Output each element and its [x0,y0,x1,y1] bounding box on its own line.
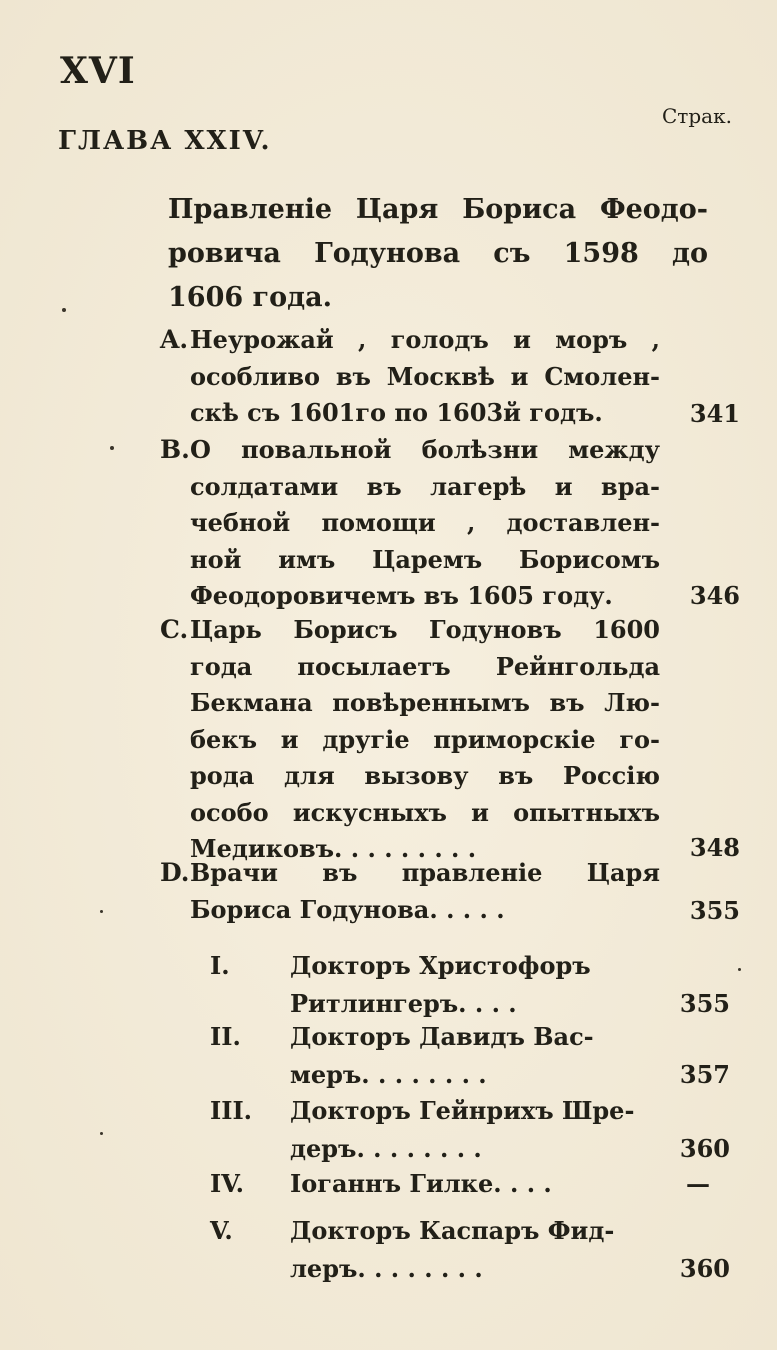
section-title-line: 1606 года. [168,282,332,313]
paper-speck [110,446,114,450]
section-title-line: Правленіе Царя Бориса Феодо- [168,194,708,225]
subentry-numeral: V. [210,1216,233,1245]
paper-speck [100,910,103,913]
entry-page-number: 348 [689,833,740,862]
entry-line: солдатами въ лагерѣ и вра- [190,471,660,501]
entry-line: ной имъ Царемъ Борисомъ [190,544,660,574]
toc-subentry-4 [210,1165,740,1203]
paper-speck [62,308,66,312]
toc-subentry-1 [210,947,740,1023]
entry-line: чебной помощи , доставлен- [190,508,660,537]
toc-subentry-3 [210,1092,740,1168]
entry-line: О повальной болѣзни между [190,435,660,464]
entry-text [190,322,660,432]
section-title-line: ровича Годунова съ 1598 до [168,238,708,269]
entry-line: Бекмана повѣреннымъ въ Лю- [190,688,660,717]
subentry-line: Ритлингеръ. . . . [290,989,517,1018]
page-column-header: Страк. [662,104,732,128]
subentry-line: Докторъ Христофоръ [290,951,591,980]
paper-speck [100,1132,103,1135]
subentry-line: Докторъ Давидъ Вас- [290,1022,594,1051]
entry-text [190,432,660,615]
entry-line: бекъ и другіе приморскіе го- [190,724,660,754]
paper-speck [738,968,741,971]
entry-page-number: 341 [689,399,740,428]
subentry-numeral: IV. [210,1169,245,1198]
toc-entry-d [160,855,740,929]
entry-page-number: 346 [689,581,740,610]
subentry-numeral: III. [210,1096,253,1125]
subentry-line: Докторъ Каспаръ Фид- [290,1216,615,1245]
subentry-line: меръ. . . . . . . . [290,1060,487,1089]
toc-entry-c [160,612,740,863]
section-title [168,188,708,320]
chapter-heading: ГЛАВА XXIV. [58,126,272,156]
entry-line: года посылаетъ Рейнгольда [190,651,660,681]
entry-line: рода для вызову въ Россію [190,761,660,790]
entry-line: Медиковъ. . . . . . . . . [190,834,477,863]
entry-letter: D. [160,858,190,887]
entry-line: особливо въ Москвѣ и Смолен- [190,361,660,391]
subentry-page-number: 355 [679,989,730,1018]
toc-entry-a [160,322,740,432]
subentry-text [290,1212,660,1288]
entry-text [190,855,660,928]
toc-subentry-2 [210,1018,740,1094]
entry-page-number: 355 [689,896,740,925]
entry-letter: A. [160,325,189,354]
subentry-text [290,947,660,1023]
subentry-line: леръ. . . . . . . . [290,1254,483,1283]
entry-line: Царь Борисъ Годуновъ 1600 [190,615,660,644]
entry-line: Бориса Годунова. . . . . [190,894,505,924]
subentry-text [290,1092,660,1168]
entry-line: скѣ съ 1601го по 1603й годъ. [190,398,603,427]
page-folio: XVI [60,50,136,92]
entry-text [190,612,660,868]
entry-letter: C. [160,615,189,644]
subentry-page-number: 357 [679,1060,730,1089]
subentry-page-number: 360 [679,1134,730,1163]
toc-subentry-5 [210,1212,740,1288]
subentry-page-number: — [686,1169,710,1198]
subentry-line: Іоганнъ Гилке. . . . [290,1169,552,1198]
entry-line: Врачи въ правленіе Царя [190,858,660,887]
toc-entry-b [160,432,740,614]
subentry-text [290,1165,660,1203]
subentry-numeral: I. [210,951,230,980]
subentry-line: деръ. . . . . . . . [290,1134,482,1163]
entry-letter: B. [160,435,190,464]
subentry-text [290,1018,660,1094]
entry-line: Феодоровичемъ въ 1605 году. [190,581,613,610]
subentry-numeral: II. [210,1022,241,1051]
subentry-line: Докторъ Гейнрихъ Шре- [290,1096,635,1125]
entry-line: Неурожай , голодъ и моръ , [190,325,660,354]
entry-line: особо искусныхъ и опытныхъ [190,797,660,827]
subentry-page-number: 360 [679,1254,730,1283]
